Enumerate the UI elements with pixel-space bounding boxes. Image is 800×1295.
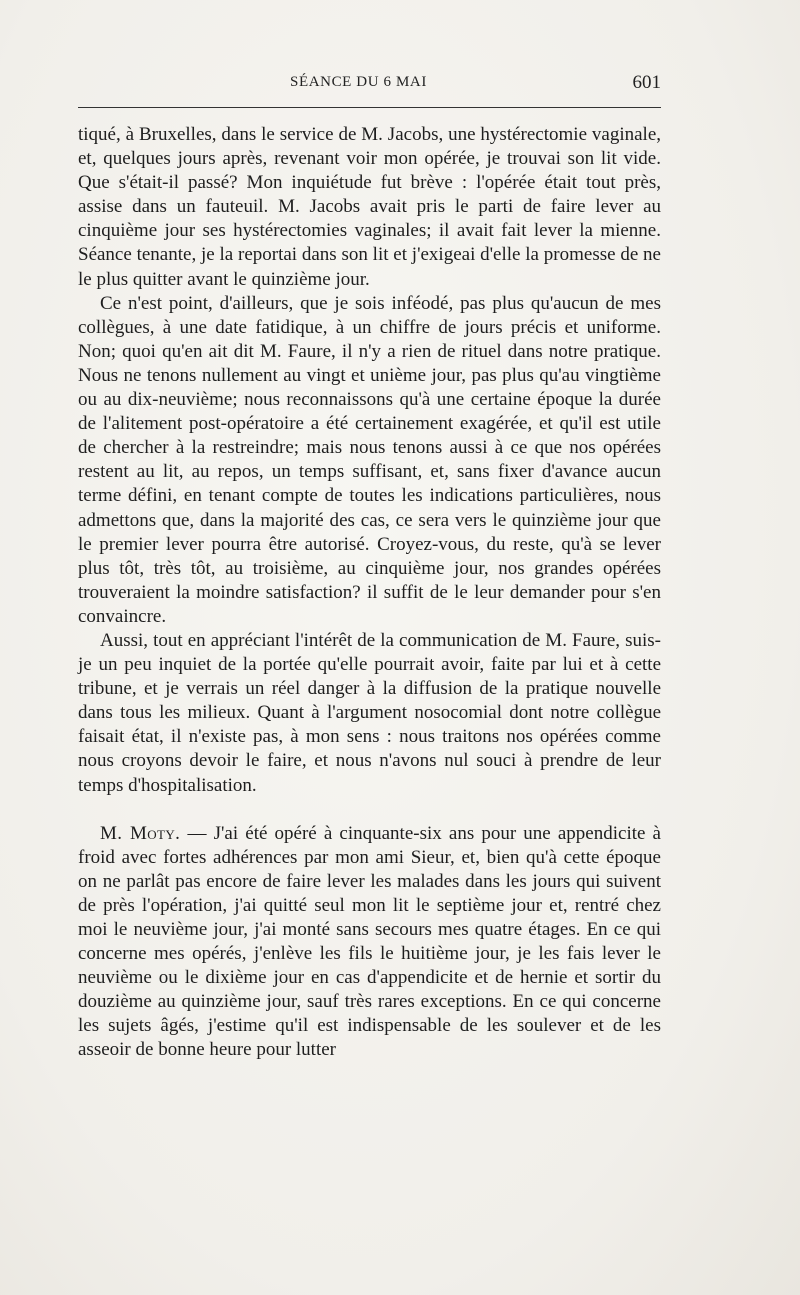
speaker-name: M. Moty. <box>100 822 181 844</box>
moty-text: — J'ai été opéré à cinquante-six ans pour une appendicite à froid avec fortes adhérences par mon ami Sieur, et, bien qu'à cette époque on ne parlât pas encore de faire lever les malades dans les jours qui suivent de près l'opération, j'ai quitté seul mon lit le septième jour et, rentré chez moi le neuvième jour, j'ai monté sans secours mes quatre étages. En ce qui concerne mes opérés, j'enlève les fils le huitième jour, je les fais lever le neuvième ou le dixième jour en cas d'appendicite et de hernie et sortir du douzième au quinzième jour, sauf très rares exceptions. En ce qui concerne les sujets âgés, j'estime qu'il est indispensable de les soulever et de les asseoir de bonne heure pour lutter <box>78 822 661 1061</box>
page-body <box>78 123 661 1063</box>
section-gap <box>78 798 661 822</box>
page-number: 601 <box>632 72 661 93</box>
page-header <box>78 72 661 96</box>
paragraph-continued: tiqué, à Bruxelles, dans le service de M. Jacobs, une hystérectomie vaginale, et, quelques jours après, revenant voir mon opérée, je trouvai son lit vide. Que s'était-il passé? Mon inquiétude fut brève : l'opérée était tout près, assise dans un fauteuil. M. Jacobs avait pris le parti de faire lever au cinquième jour ses hystérectomies vaginales; il avait fait lever la mienne. Séance tenante, je la reportai dans son lit et j'exigeai d'elle la promesse de ne le plus quitter avant le quinzième jour. <box>78 124 661 290</box>
paragraph-aussi: Aussi, tout en appréciant l'intérêt de la communication de M. Faure, suis-je un peu inquiet de la portée qu'elle pourrait avoir, faite par lui et à cette tribune, et je verrais un réel danger à la diffusion de la pratique nouvelle dans tous les milieux. Quant à l'argument nosocomial dont notre collègue faisait état, il n'existe pas, à mon sens : nous traitons nos opérées comme nous croyons devoir le faire, et nous n'avons nul souci à prendre de leur temps d'hospitalisation. <box>78 629 661 796</box>
header-rule <box>78 107 661 108</box>
paragraph-date-fatidique: Ce n'est point, d'ailleurs, que je sois inféodé, pas plus qu'aucun de mes collègues, à une date fatidique, à un chiffre de jours précis et uniforme. Non; quoi qu'en ait dit M. Faure, il n'y a rien de rituel dans notre pratique. Nous ne tenons nullement au vingt et unième jour, pas plus qu'au vingtième ou au dix-neuvième; nous reconnaissons qu'à une certaine époque la durée de l'alitement post-opératoire a été certainement exagérée, et qu'il est utile de chercher à la restreindre; mais nous tenons aussi à ce que nos opérées restent au lit, au repos, un temps suffisant, et, sans fixer d'avance aucun terme défini, en tenant compte de toutes les indications particulières, nous admettons que, dans la majorité des cas, ce sera vers le quinzième jour que le premier lever pourra être autorisé. Croyez-vous, du reste, qu'à se lever plus tôt, très tôt, au troisième, au cinquième jour, nos grandes opérées trouveraient la moindre satisfaction? il suffit de le leur demander pour s'en convaincre. <box>78 292 661 627</box>
running-title: SÉANCE DU 6 MAI <box>290 74 427 90</box>
paragraph-moty <box>78 822 661 1063</box>
